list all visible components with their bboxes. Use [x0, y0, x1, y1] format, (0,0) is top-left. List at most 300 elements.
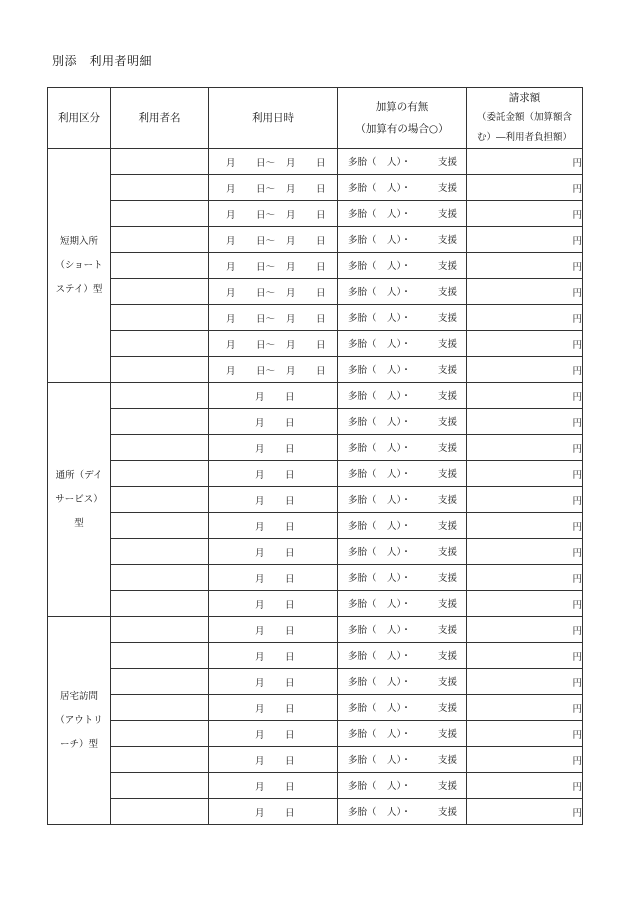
day-label: 日	[316, 158, 326, 169]
day-from-label: 日～	[256, 288, 276, 299]
support-label: 支援	[438, 443, 458, 454]
usage-date-cell[interactable]	[209, 305, 338, 331]
multi-birth-label: 多胎（	[348, 391, 377, 402]
yen-label: 円	[572, 755, 582, 767]
addition-cell[interactable]	[338, 149, 467, 175]
addition-cell[interactable]	[338, 435, 467, 461]
persons-label: 人）・	[387, 157, 411, 168]
support-label: 支援	[438, 183, 458, 194]
persons-label: 人）・	[387, 469, 411, 480]
month-label: 月	[255, 756, 265, 767]
multi-birth-label: 多胎（	[348, 495, 377, 506]
billing-amount-cell[interactable]	[467, 383, 583, 409]
persons-label: 人）・	[387, 547, 411, 558]
user-name-cell[interactable]	[111, 799, 209, 825]
support-label: 支援	[438, 209, 458, 220]
user-name-cell[interactable]	[111, 513, 209, 539]
table-row	[48, 227, 583, 253]
billing-amount-cell[interactable]	[467, 591, 583, 617]
day-label: 日	[285, 808, 295, 819]
section-label-line: ステイ）型	[55, 283, 103, 295]
header-billing-line3: む）―利用者負担額）	[476, 132, 572, 143]
persons-label: 人）・	[387, 443, 411, 454]
billing-amount-cell[interactable]	[467, 773, 583, 799]
usage-date-cell[interactable]	[209, 721, 338, 747]
section-label-line: 通所（デイ	[55, 469, 103, 481]
persons-label: 人）・	[387, 209, 411, 220]
month-label: 月	[255, 574, 265, 585]
header-usage-date: 利用日時	[209, 88, 338, 149]
support-label: 支援	[438, 261, 458, 272]
persons-label: 人）・	[387, 417, 411, 428]
user-name-cell[interactable]	[111, 721, 209, 747]
day-label: 日	[316, 288, 326, 299]
section-label-outreach	[48, 617, 111, 825]
month-label: 月	[255, 548, 265, 559]
day-label: 日	[316, 184, 326, 195]
yen-label: 円	[572, 261, 582, 273]
usage-date-cell[interactable]	[209, 539, 338, 565]
persons-label: 人）・	[387, 781, 411, 792]
billing-amount-cell[interactable]	[467, 461, 583, 487]
addition-cell[interactable]	[338, 279, 467, 305]
month-label: 月	[226, 158, 236, 169]
table-row	[48, 435, 583, 461]
support-label: 支援	[438, 703, 458, 714]
addition-cell[interactable]	[338, 383, 467, 409]
day-label: 日	[285, 600, 295, 611]
table-body	[48, 149, 583, 825]
table-row	[48, 357, 583, 383]
table-row	[48, 565, 583, 591]
yen-label: 円	[572, 599, 582, 611]
section-label-line: （アウトリ	[55, 714, 103, 726]
day-label: 日	[316, 262, 326, 273]
month-label: 月	[226, 210, 236, 221]
billing-amount-cell[interactable]	[467, 643, 583, 669]
usage-date-cell[interactable]	[209, 201, 338, 227]
addition-cell[interactable]	[338, 799, 467, 825]
billing-amount-cell[interactable]	[467, 695, 583, 721]
addition-cell[interactable]	[338, 695, 467, 721]
usage-date-cell[interactable]	[209, 253, 338, 279]
addition-cell[interactable]	[338, 253, 467, 279]
day-label: 日	[316, 236, 326, 247]
addition-cell[interactable]	[338, 617, 467, 643]
month-label: 月	[286, 262, 296, 273]
day-from-label: 日～	[256, 262, 276, 273]
yen-label: 円	[572, 391, 582, 403]
usage-date-cell[interactable]	[209, 669, 338, 695]
billing-amount-cell[interactable]	[467, 487, 583, 513]
multi-birth-label: 多胎（	[348, 651, 377, 662]
support-label: 支援	[438, 365, 458, 376]
billing-amount-cell[interactable]	[467, 305, 583, 331]
month-label: 月	[255, 626, 265, 637]
support-label: 支援	[438, 313, 458, 324]
month-label: 月	[226, 314, 236, 325]
persons-label: 人）・	[387, 261, 411, 272]
usage-date-cell[interactable]	[209, 695, 338, 721]
support-label: 支援	[438, 287, 458, 298]
user-name-cell[interactable]	[111, 305, 209, 331]
user-details-table	[47, 87, 583, 825]
month-label: 月	[226, 184, 236, 195]
user-name-cell[interactable]	[111, 487, 209, 513]
multi-birth-label: 多胎（	[348, 287, 377, 298]
day-label: 日	[285, 678, 295, 689]
user-name-cell[interactable]	[111, 279, 209, 305]
persons-label: 人）・	[387, 755, 411, 766]
day-from-label: 日～	[256, 366, 276, 377]
user-name-cell[interactable]	[111, 747, 209, 773]
document-title: 別添 利用者明細	[52, 54, 153, 68]
day-label: 日	[285, 470, 295, 481]
header-category: 利用区分	[48, 88, 111, 149]
month-label: 月	[286, 236, 296, 247]
persons-label: 人）・	[387, 573, 411, 584]
yen-label: 円	[572, 443, 582, 455]
table-row	[48, 149, 583, 175]
month-label: 月	[255, 704, 265, 715]
multi-birth-label: 多胎（	[348, 209, 377, 220]
table-row	[48, 513, 583, 539]
day-label: 日	[285, 782, 295, 793]
addition-cell[interactable]	[338, 227, 467, 253]
month-label: 月	[255, 652, 265, 663]
month-label: 月	[286, 288, 296, 299]
addition-cell[interactable]	[338, 513, 467, 539]
month-label: 月	[226, 340, 236, 351]
multi-birth-label: 多胎（	[348, 417, 377, 428]
day-from-label: 日～	[256, 314, 276, 325]
yen-label: 円	[572, 157, 582, 169]
day-from-label: 日～	[256, 184, 276, 195]
month-label: 月	[255, 522, 265, 533]
table-row	[48, 331, 583, 357]
yen-label: 円	[572, 287, 582, 299]
month-label: 月	[255, 496, 265, 507]
addition-cell[interactable]	[338, 669, 467, 695]
user-name-cell[interactable]	[111, 669, 209, 695]
billing-amount-cell[interactable]	[467, 669, 583, 695]
addition-cell[interactable]	[338, 331, 467, 357]
multi-birth-label: 多胎（	[348, 469, 377, 480]
support-label: 支援	[438, 599, 458, 610]
day-label: 日	[316, 314, 326, 325]
support-label: 支援	[438, 391, 458, 402]
month-label: 月	[255, 678, 265, 689]
header-user-name: 利用者名	[111, 88, 209, 149]
yen-label: 円	[572, 651, 582, 663]
user-name-cell[interactable]	[111, 253, 209, 279]
persons-label: 人）・	[387, 729, 411, 740]
support-label: 支援	[438, 417, 458, 428]
billing-amount-cell[interactable]	[467, 331, 583, 357]
day-label: 日	[285, 496, 295, 507]
yen-label: 円	[572, 417, 582, 429]
header-billing-line2: （委託金額（加算額含	[476, 112, 572, 123]
user-name-cell[interactable]	[111, 695, 209, 721]
yen-label: 円	[572, 495, 582, 507]
persons-label: 人）・	[387, 521, 411, 532]
billing-amount-cell[interactable]	[467, 435, 583, 461]
month-label: 月	[226, 288, 236, 299]
multi-birth-label: 多胎（	[348, 755, 377, 766]
billing-amount-cell[interactable]	[467, 721, 583, 747]
day-label: 日	[285, 652, 295, 663]
day-label: 日	[285, 444, 295, 455]
table-row	[48, 643, 583, 669]
month-label: 月	[286, 314, 296, 325]
billing-amount-cell[interactable]	[467, 513, 583, 539]
month-label: 月	[255, 600, 265, 611]
header-addition-line2: （加算有の場合○）	[355, 123, 449, 135]
yen-label: 円	[572, 183, 582, 195]
user-name-cell[interactable]	[111, 643, 209, 669]
section-label-day-service	[48, 383, 111, 617]
user-name-cell[interactable]	[111, 461, 209, 487]
day-from-label: 日～	[256, 158, 276, 169]
persons-label: 人）・	[387, 651, 411, 662]
user-name-cell[interactable]	[111, 149, 209, 175]
support-label: 支援	[438, 521, 458, 532]
addition-cell[interactable]	[338, 357, 467, 383]
support-label: 支援	[438, 625, 458, 636]
month-label: 月	[226, 262, 236, 273]
yen-label: 円	[572, 209, 582, 221]
month-label: 月	[255, 470, 265, 481]
table-row	[48, 695, 583, 721]
user-name-cell[interactable]	[111, 565, 209, 591]
user-name-cell[interactable]	[111, 357, 209, 383]
usage-date-cell[interactable]	[209, 591, 338, 617]
multi-birth-label: 多胎（	[348, 573, 377, 584]
persons-label: 人）・	[387, 287, 411, 298]
addition-cell[interactable]	[338, 773, 467, 799]
section-label-line: （ショート	[55, 259, 103, 271]
usage-date-cell[interactable]	[209, 149, 338, 175]
table-row	[48, 539, 583, 565]
month-label: 月	[255, 730, 265, 741]
user-name-cell[interactable]	[111, 227, 209, 253]
support-label: 支援	[438, 547, 458, 558]
addition-cell[interactable]	[338, 565, 467, 591]
user-name-cell[interactable]	[111, 409, 209, 435]
multi-birth-label: 多胎（	[348, 625, 377, 636]
addition-cell[interactable]	[338, 539, 467, 565]
month-label: 月	[226, 236, 236, 247]
multi-birth-label: 多胎（	[348, 261, 377, 272]
addition-cell[interactable]	[338, 643, 467, 669]
user-name-cell[interactable]	[111, 539, 209, 565]
billing-amount-cell[interactable]	[467, 253, 583, 279]
addition-cell[interactable]	[338, 409, 467, 435]
billing-amount-cell[interactable]	[467, 565, 583, 591]
day-label: 日	[316, 366, 326, 377]
addition-cell[interactable]	[338, 591, 467, 617]
yen-label: 円	[572, 547, 582, 559]
support-label: 支援	[438, 157, 458, 168]
multi-birth-label: 多胎（	[348, 443, 377, 454]
section-label-line: 居宅訪問	[59, 690, 98, 702]
persons-label: 人）・	[387, 625, 411, 636]
day-label: 日	[285, 392, 295, 403]
multi-birth-label: 多胎（	[348, 677, 377, 688]
addition-cell[interactable]	[338, 461, 467, 487]
support-label: 支援	[438, 573, 458, 584]
usage-date-cell[interactable]	[209, 175, 338, 201]
multi-birth-label: 多胎（	[348, 703, 377, 714]
section-label-line: 短期入所	[59, 235, 98, 247]
billing-amount-cell[interactable]	[467, 227, 583, 253]
addition-cell[interactable]	[338, 305, 467, 331]
section-label-line: ーチ）型	[59, 738, 98, 750]
addition-cell[interactable]	[338, 487, 467, 513]
day-label: 日	[285, 626, 295, 637]
day-label: 日	[285, 418, 295, 429]
day-from-label: 日～	[256, 340, 276, 351]
usage-date-cell[interactable]	[209, 383, 338, 409]
usage-date-cell[interactable]	[209, 617, 338, 643]
user-name-cell[interactable]	[111, 435, 209, 461]
addition-cell[interactable]	[338, 747, 467, 773]
support-label: 支援	[438, 651, 458, 662]
user-name-cell[interactable]	[111, 331, 209, 357]
month-label: 月	[286, 340, 296, 351]
user-name-cell[interactable]	[111, 617, 209, 643]
header-addition-line1: 加算の有無	[375, 101, 429, 113]
month-label: 月	[286, 210, 296, 221]
yen-label: 円	[572, 469, 582, 481]
table-row	[48, 201, 583, 227]
multi-birth-label: 多胎（	[348, 313, 377, 324]
yen-label: 円	[572, 521, 582, 533]
persons-label: 人）・	[387, 313, 411, 324]
usage-date-cell[interactable]	[209, 565, 338, 591]
day-label: 日	[285, 730, 295, 741]
month-label: 月	[255, 444, 265, 455]
billing-amount-cell[interactable]	[467, 279, 583, 305]
multi-birth-label: 多胎（	[348, 807, 377, 818]
multi-birth-label: 多胎（	[348, 521, 377, 532]
month-label: 月	[255, 392, 265, 403]
user-name-cell[interactable]	[111, 383, 209, 409]
persons-label: 人）・	[387, 339, 411, 350]
usage-date-cell[interactable]	[209, 435, 338, 461]
usage-date-cell[interactable]	[209, 773, 338, 799]
yen-label: 円	[572, 625, 582, 637]
section-label-line: サービス）	[55, 493, 103, 505]
multi-birth-label: 多胎（	[348, 235, 377, 246]
billing-amount-cell[interactable]	[467, 409, 583, 435]
table-row	[48, 253, 583, 279]
billing-amount-cell[interactable]	[467, 149, 583, 175]
multi-birth-label: 多胎（	[348, 183, 377, 194]
month-label: 月	[286, 184, 296, 195]
yen-label: 円	[572, 781, 582, 793]
usage-date-cell[interactable]	[209, 357, 338, 383]
month-label: 月	[255, 418, 265, 429]
persons-label: 人）・	[387, 183, 411, 194]
day-label: 日	[285, 756, 295, 767]
usage-date-cell[interactable]	[209, 461, 338, 487]
table-row	[48, 409, 583, 435]
header-addition	[338, 88, 467, 149]
usage-date-cell[interactable]	[209, 747, 338, 773]
support-label: 支援	[438, 807, 458, 818]
usage-date-cell[interactable]	[209, 487, 338, 513]
usage-date-cell[interactable]	[209, 643, 338, 669]
table-row	[48, 799, 583, 825]
persons-label: 人）・	[387, 807, 411, 818]
user-name-cell[interactable]	[111, 591, 209, 617]
billing-amount-cell[interactable]	[467, 201, 583, 227]
month-label: 月	[226, 366, 236, 377]
day-from-label: 日～	[256, 210, 276, 221]
multi-birth-label: 多胎（	[348, 599, 377, 610]
usage-date-cell[interactable]	[209, 227, 338, 253]
multi-birth-label: 多胎（	[348, 365, 377, 376]
usage-date-cell[interactable]	[209, 799, 338, 825]
usage-date-cell[interactable]	[209, 331, 338, 357]
header-billing-line1: 請求額	[508, 92, 541, 104]
billing-amount-cell[interactable]	[467, 357, 583, 383]
yen-label: 円	[572, 313, 582, 325]
header-row	[48, 88, 583, 149]
billing-amount-cell[interactable]	[467, 539, 583, 565]
table-row	[48, 721, 583, 747]
multi-birth-label: 多胎（	[348, 729, 377, 740]
day-label: 日	[316, 210, 326, 221]
section-label-line: 型	[74, 517, 84, 529]
table-row	[48, 591, 583, 617]
table-row	[48, 617, 583, 643]
addition-cell[interactable]	[338, 721, 467, 747]
usage-date-cell[interactable]	[209, 513, 338, 539]
support-label: 支援	[438, 755, 458, 766]
month-label: 月	[255, 808, 265, 819]
header-billing	[467, 88, 583, 149]
day-label: 日	[285, 574, 295, 585]
persons-label: 人）・	[387, 703, 411, 714]
persons-label: 人）・	[387, 365, 411, 376]
usage-date-cell[interactable]	[209, 279, 338, 305]
user-name-cell[interactable]	[111, 175, 209, 201]
table-row	[48, 279, 583, 305]
addition-cell[interactable]	[338, 175, 467, 201]
support-label: 支援	[438, 339, 458, 350]
support-label: 支援	[438, 677, 458, 688]
yen-label: 円	[572, 573, 582, 585]
user-name-cell[interactable]	[111, 201, 209, 227]
usage-date-cell[interactable]	[209, 409, 338, 435]
table-row	[48, 669, 583, 695]
billing-amount-cell[interactable]	[467, 799, 583, 825]
table-row	[48, 487, 583, 513]
yen-label: 円	[572, 729, 582, 741]
billing-amount-cell[interactable]	[467, 175, 583, 201]
table-row	[48, 461, 583, 487]
user-name-cell[interactable]	[111, 773, 209, 799]
table-row	[48, 383, 583, 409]
multi-birth-label: 多胎（	[348, 547, 377, 558]
addition-cell[interactable]	[338, 201, 467, 227]
day-label: 日	[285, 548, 295, 559]
billing-amount-cell[interactable]	[467, 747, 583, 773]
yen-label: 円	[572, 365, 582, 377]
billing-amount-cell[interactable]	[467, 617, 583, 643]
